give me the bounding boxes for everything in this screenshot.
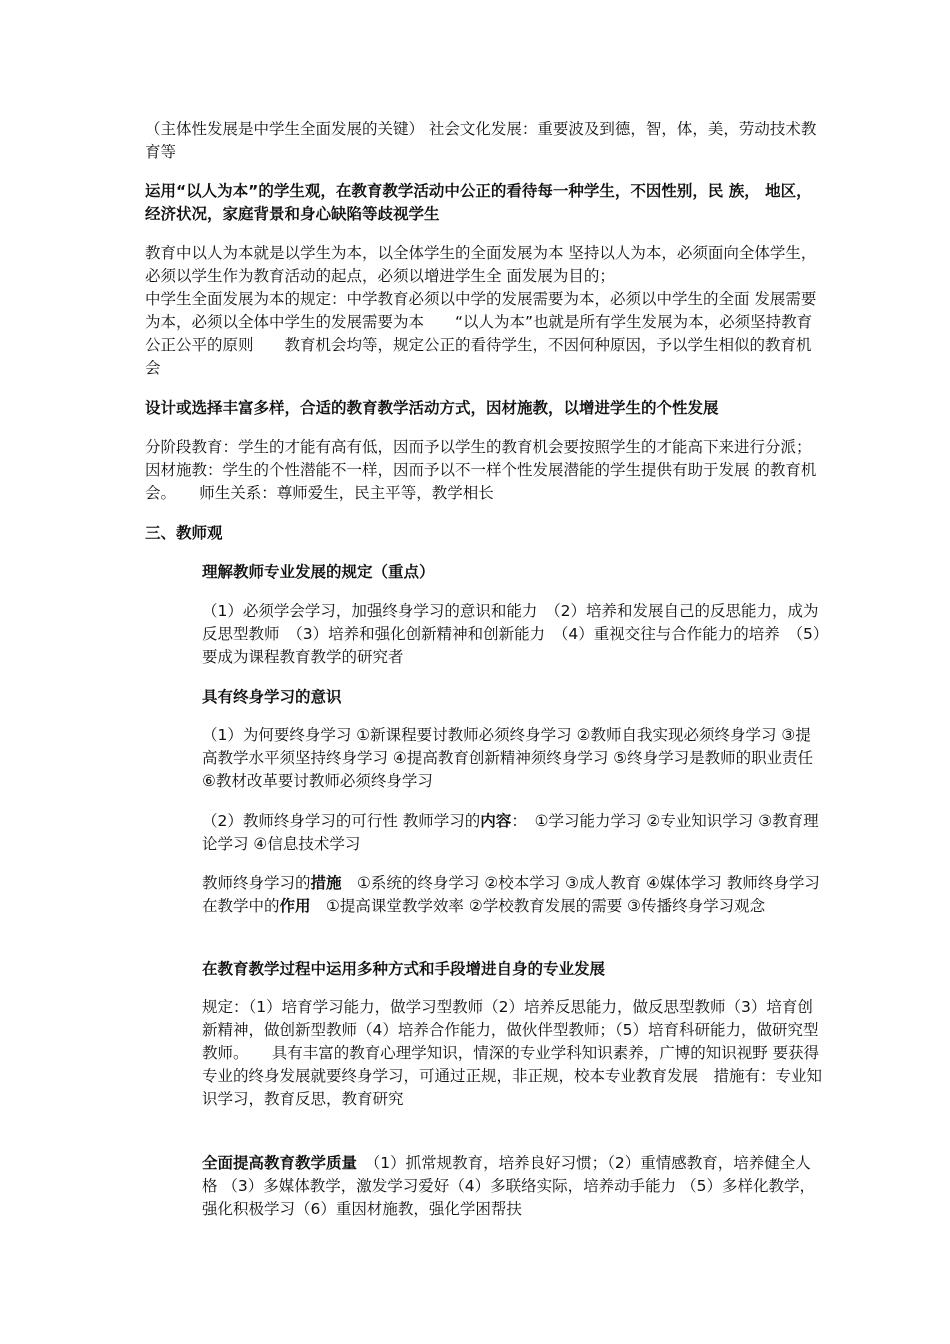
paragraph-middle-school-development: 中学生全面发展为本的规定：中学教育必须以中学的发展需要为本，必须以中学生的全面 发展需要为本，必须以全体中学生的发展需要为本 “以人为本”也就是所有学生发展为本，必须坚持教育公正公平的原则 教育机会均等，规定公正的看待学生，不因何种原因，予以学生相似的教育机会 [145,290,817,377]
paragraph-lifelong-learning-feasibility [202,810,822,856]
heading-student-view: 运用“以人为本”的学生观，在教育教学活动中公正的看待每一种学生，不因性别，民 族， 地区，经济状况，家庭背景和身心缺陷等歧视学生 [145,182,812,223]
text-run: 教师终身学习的 [202,874,311,892]
paragraph-quality-improvement [202,1152,822,1221]
emphasis-role: 作用 [279,897,311,915]
text-run: ： ①学习能力学习 ②专业知识学习 ③教育理论学习 ④信息技术学习 [202,812,819,853]
paragraph-people-oriented: 教育中以人为本就是以学生为本，以全体学生的全面发展为本 坚持以人为本，必须面向全体学生，必须以学生作为教育活动的起点，必须以增进学生全 面发展为目的； [145,244,817,285]
paragraph-lifelong-learning-measures [202,872,822,918]
heading-teaching-methods: 设计或选择丰富多样，合适的教育教学活动方式，因材施教，以增进学生的个性发展 [145,399,719,417]
emphasis-content: 内容 [480,812,512,830]
text-run: （2）教师终身学习的可行性 教师学习的 [202,812,481,830]
text-run: ①提高课堂教学效率 ②学校教育发展的需要 ③传播终身学习观念 [310,897,766,915]
heading-professional-development: 理解教师专业发展的规定（重点） [202,563,435,581]
text-run: ①系统的终身学习 ②校本学习 ③成人教育 ④媒体学习 教师终身学习在教学中的 [202,874,820,915]
paragraph-why-lifelong-learning: （1）为何要终身学习 ①新课程要讨教师必须终身学习 ②教师自我实现必须终身学习 ③提高教学水平须坚持终身学习 ④提高教育创新精神须终身学习 ⑤终身学习是教师的职业责任 ⑥教材改革要讨教师必须终身学习 [202,726,814,790]
paragraph-development-provisions: 规定：（1）培育学习能力，做学习型教师（2）培养反思能力，做反思型教师（3）培育创新精神，做创新型教师（4）培养合作能力，做伙伴型教师；（5）培育科研能力，做研究型教师。 具有丰富的教育心理学知识，情深的专业学科知识素养，广博的知识视野 要获得专业的终身发展就要终身学习，可通过正规，非正规，校本专业教育发展 措施有：专业知识学习，教育反思，教育研究 [202,998,823,1108]
section-title-teacher-view: 三、教师观 [145,524,223,542]
text-run: （1）抓常规教育，培养良好习惯；（2）重情感教育，培养健全人格 （3）多媒体教学，激发学习爱好（4）多联络实际，培养动手能力 （5）多样化教学，强化积极学习（6）重因材施教，强化学困帮扶 [202,1154,815,1218]
paragraph-staged-education: 分阶段教育：学生的才能有高有低，因而予以学生的教育机会要按照学生的才能高下来进行分派； 因材施教：学生的个性潜能不一样，因而予以不一样个性发展潜能的学生提供有助于发展 的教育机会。 师生关系：尊师爱生，民主平等，教学相长 [145,438,835,502]
emphasis-quality: 全面提高教育教学质量 [202,1154,358,1172]
paragraph-development-requirements: （1）必须学会学习，加强终身学习的意识和能力 （2）培养和发展自己的反思能力，成为反思型教师 （3）培养和强化创新精神和创新能力 （4）重视交往与合作能力的培养 （5）要成为课程教育教学的研究者 [202,602,821,666]
emphasis-measures: 措施 [310,874,342,892]
heading-self-development: 在教育教学过程中运用多种方式和手段增进自身的专业发展 [202,960,606,978]
paragraph-intro: （主体性发展是中学生全面发展的关键） 社会文化发展：重要波及到德，智，体，美，劳动技术教育等 [145,120,817,161]
heading-lifelong-learning: 具有终身学习的意识 [202,688,342,706]
